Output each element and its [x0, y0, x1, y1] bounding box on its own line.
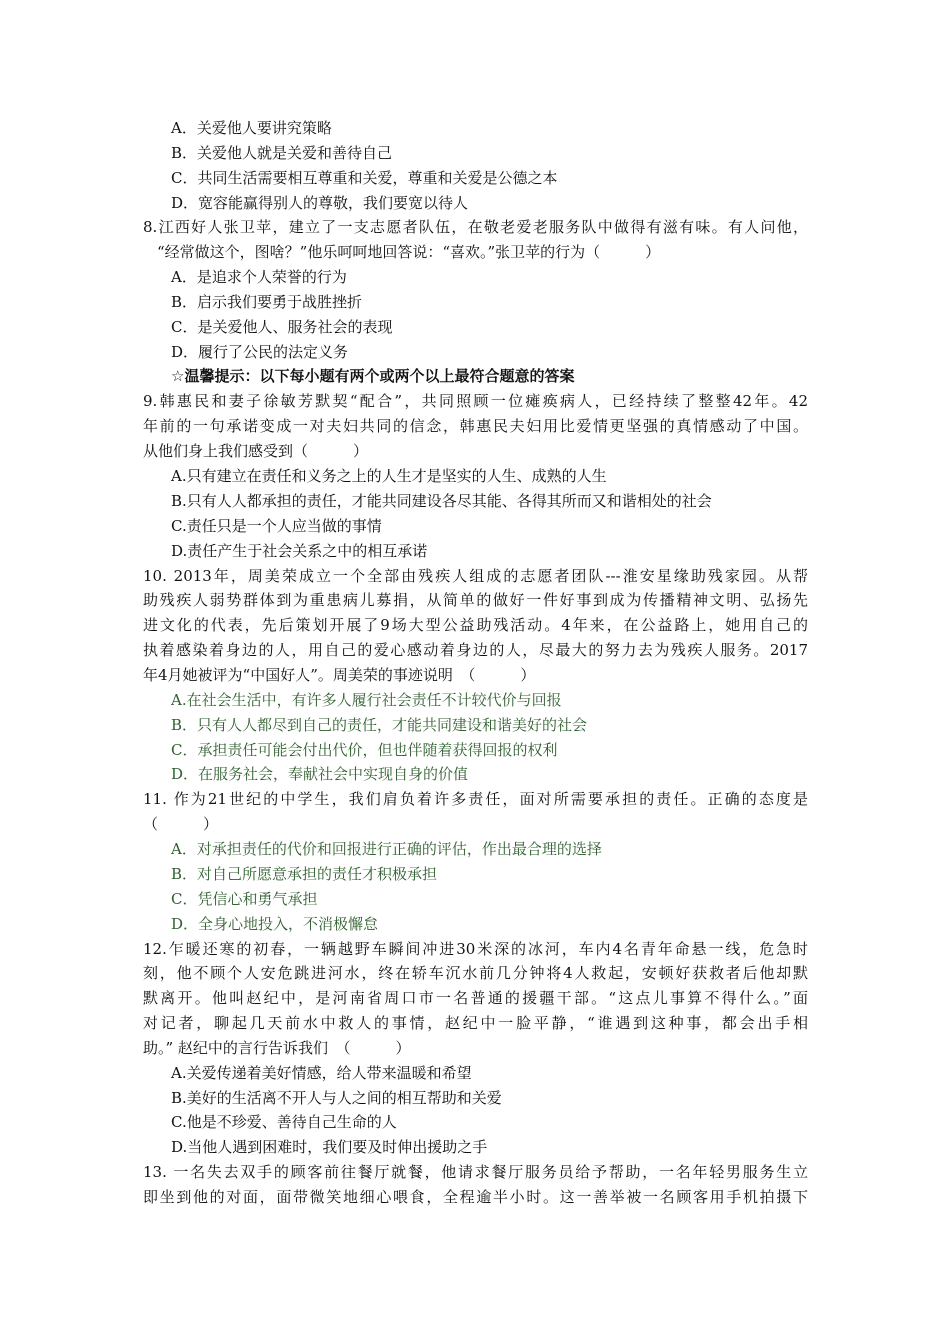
q8-option-a: A．是追求个人荣誉的行为: [171, 268, 347, 286]
q10-option-c: C．承担责任可能会付出代价，但也伴随着获得回报的权利: [171, 741, 558, 759]
q10-option-d: D．在服务社会，奉献社会中实现自身的价值: [171, 765, 469, 783]
q11-stem-line-2: （ ）: [143, 815, 219, 833]
q8-option-d: D．履行了公民的法定义务: [171, 343, 349, 361]
q12-stem-line-2: 刻，他不顾个人安危跳进河水，终在轿车沉水前几分钟将4人救起，安顿好获救者后他却默: [143, 964, 808, 982]
q12-option-b: B.美好的生活离不开人与人之间的相互帮助和关爱: [171, 1089, 502, 1107]
q9-option-a: A.只有建立在责任和义务之上的人生才是坚实的人生、成熟的人生: [171, 467, 607, 485]
q12-stem-line-4: 对记者，聊起几天前水中救人的事情，赵纪中一脸平静，“谁遇到这种事，都会出手相: [143, 1014, 808, 1032]
q7-option-b: B．关爱他人就是关爱和善待自己: [171, 144, 393, 162]
q12-option-c: C.他是不珍爱、善待自己生命的人: [171, 1113, 397, 1131]
q12-option-a: A.关爱传递着美好情感，给人带来温暖和希望: [171, 1064, 472, 1082]
q13-stem-line-2: 即坐到他的对面，面带微笑地细心喂食，全程逾半小时。这一善举被一名顾客用手机拍摄下: [143, 1188, 808, 1206]
q12-stem-line-5: 助。” 赵纪中的言行告诉我们 （ ）: [143, 1039, 411, 1057]
q7-option-a: A．关爱他人要讲究策略: [171, 119, 332, 137]
multi-answer-tip: ☆温馨提示：以下每小题有两个或两个以上最符合题意的答案: [171, 367, 575, 385]
q10-option-b: B．只有人人都尽到自己的责任，才能共同建设和谐美好的社会: [171, 716, 588, 734]
q7-option-d: D．宽容能赢得别人的尊敬，我们要宽以待人: [171, 194, 469, 212]
q9-stem-line-2: 年前的一句承诺变成一对夫妇共同的信念，韩惠民夫妇用比爱情更坚强的真情感动了中国。: [143, 417, 808, 435]
q7-option-c: C．共同生活需要相互尊重和关爱，尊重和关爱是公德之本: [171, 169, 558, 187]
q10-option-a: A.在社会生活中，有许多人履行社会责任不计较代价与回报: [171, 691, 562, 709]
q9-option-d: D.责任产生于社会关系之中的相互承诺: [171, 542, 428, 560]
q12-stem-line-3: 默离开。他叫赵纪中，是河南省周口市一名普通的援疆干部。“这点儿事算不得什么。”面: [143, 989, 808, 1007]
q12-stem-line-1: 12.乍暖还寒的初春，一辆越野车瞬间冲进30米深的冰河，车内4名青年命悬一线，危急时: [143, 940, 808, 958]
q8-option-c: C．是关爱他人、服务社会的表现: [171, 318, 393, 336]
q11-stem-line-1: 11. 作为21世纪的中学生，我们肩负着许多责任，面对所需要承担的责任。正确的态度是: [143, 790, 808, 808]
q9-stem-line-1: 9.韩惠民和妻子徐敏芳默契“配合”，共同照顾一位瘫痪病人，已经持续了整整42年。42: [143, 392, 808, 410]
q8-option-b: B．启示我们要勇于战胜挫折: [171, 293, 363, 311]
q10-stem-line-4: 执着感染着身边的人，用自己的爱心感动着身边的人，尽最大的努力去为残疾人服务。2017: [143, 641, 808, 659]
q8-stem-line-1: 8.江西好人张卫苹，建立了一支志愿者队伍，在敬老爱老服务队中做得有滋有味。有人问他，: [143, 218, 808, 236]
q10-stem-line-3: 进文化的代表，先后策划开展了9场大型公益助残活动。4年来，在公益路上，她用自己的: [143, 616, 808, 634]
q9-option-b: B.只有人人都承担的责任，才能共同建设各尽其能、各得其所而又和谐相处的社会: [171, 492, 712, 510]
q10-stem-line-1: 10. 2013年，周美荣成立一个全部由残疾人组成的志愿者团队---淮安星缘助残家园。从帮: [143, 567, 808, 585]
q10-stem-line-2: 助残疾人弱势群体到为重患病儿募捐，从简单的做好一件好事到成为传播精神文明、弘扬先: [143, 591, 808, 609]
q13-stem-line-1: 13. 一名失去双手的顾客前往餐厅就餐，他请求餐厅服务员给予帮助，一名年轻男服务生立: [143, 1163, 808, 1181]
q8-stem-line-2: “经常做这个，图啥？”他乐呵呵地回答说：“喜欢。”张卫苹的行为（ ）: [157, 243, 661, 261]
q11-option-d: D．全身心地投入，不消极懈怠: [171, 915, 379, 933]
q11-option-b: B．对自己所愿意承担的责任才积极承担: [171, 865, 438, 883]
q9-stem-line-3: 从他们身上我们感受到（ ）: [143, 442, 369, 460]
q12-option-d: D.当他人遇到困难时，我们要及时伸出援助之手: [171, 1138, 488, 1156]
q10-stem-line-5: 年4月她被评为“中国好人”。周美荣的事迹说明 （ ）: [143, 666, 536, 684]
q11-option-c: C．凭信心和勇气承担: [171, 890, 318, 908]
q11-option-a: A．对承担责任的代价和回报进行正确的评估，作出最合理的选择: [171, 840, 602, 858]
q9-option-c: C.责任只是一个人应当做的事情: [171, 517, 382, 535]
